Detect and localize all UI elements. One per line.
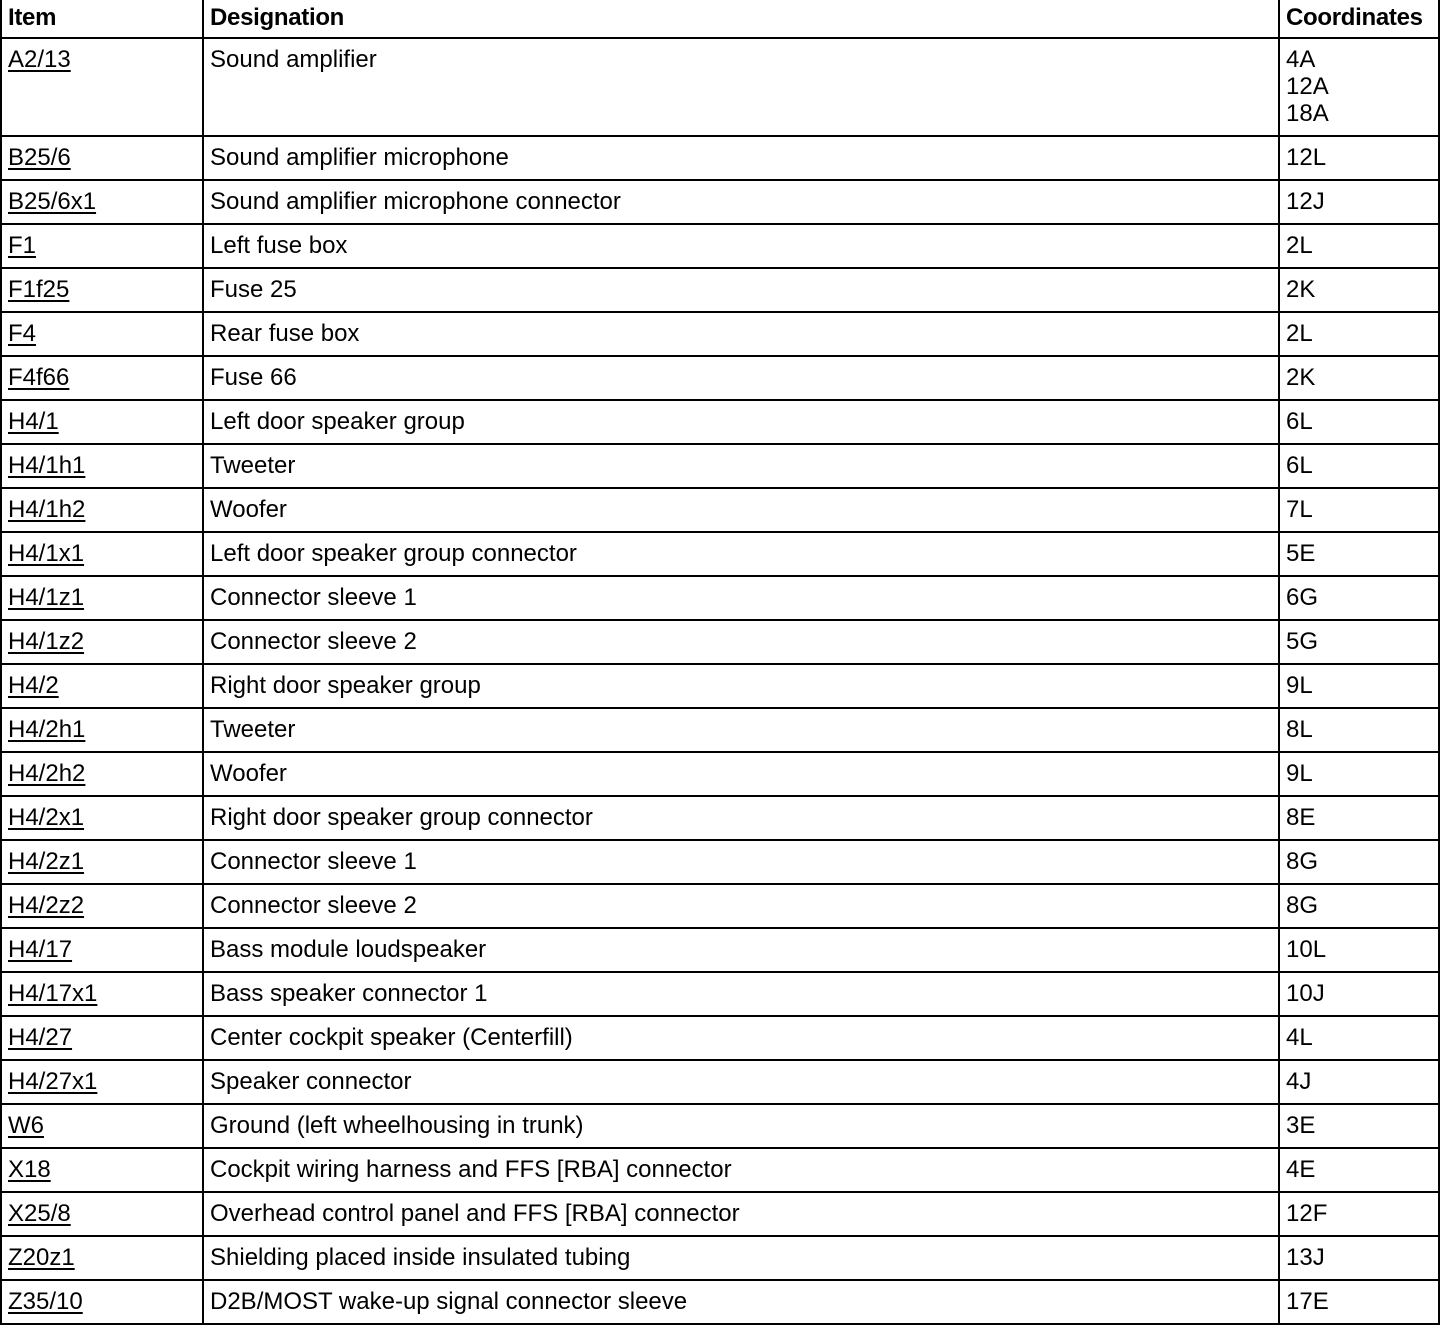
coordinate-value: 12J — [1286, 188, 1325, 215]
item-link[interactable]: F1f25 — [8, 276, 70, 303]
coordinates-cell — [1279, 180, 1439, 224]
item-cell — [1, 576, 203, 620]
item-link[interactable]: H4/1 — [8, 408, 59, 435]
coordinates-cell — [1279, 1016, 1439, 1060]
item-link[interactable]: A2/13 — [8, 46, 71, 73]
coordinate-value: 4J — [1286, 1068, 1312, 1095]
designation-cell: Bass speaker connector 1 — [203, 972, 1279, 1016]
item-cell — [1, 268, 203, 312]
coordinates-cell — [1279, 576, 1439, 620]
table-row — [1, 1060, 1439, 1104]
column-header-coordinates: Coordinates — [1279, 0, 1439, 38]
table-row — [1, 268, 1439, 312]
designation-cell: Sound amplifier microphone connector — [203, 180, 1279, 224]
coordinates-cell — [1279, 268, 1439, 312]
table-row — [1, 752, 1439, 796]
coordinate-value: 10J — [1286, 980, 1325, 1007]
item-link[interactable]: W6 — [8, 1112, 44, 1139]
item-cell — [1, 1148, 203, 1192]
item-link[interactable]: H4/1x1 — [8, 540, 85, 567]
coordinate-value: 8E — [1286, 804, 1316, 831]
coordinates-cell — [1279, 840, 1439, 884]
table-row — [1, 532, 1439, 576]
coordinate-value: 5G — [1286, 628, 1319, 655]
item-link[interactable]: Z20z1 — [8, 1244, 75, 1271]
designation-cell: Cockpit wiring harness and FFS [RBA] connector — [203, 1148, 1279, 1192]
item-cell — [1, 444, 203, 488]
item-link[interactable]: H4/2h1 — [8, 716, 86, 743]
coordinate-value: 4E — [1286, 1156, 1316, 1183]
coordinate-value: 6G — [1286, 584, 1319, 611]
item-cell — [1, 1104, 203, 1148]
designation-cell: Overhead control panel and FFS [RBA] connector — [203, 1192, 1279, 1236]
designation-cell: Center cockpit speaker (Centerfill) — [203, 1016, 1279, 1060]
column-header-designation: Designation — [203, 0, 1279, 38]
coordinate-value: 2L — [1286, 232, 1313, 259]
coordinates-cell — [1279, 1104, 1439, 1148]
designation-cell: Ground (left wheelhousing in trunk) — [203, 1104, 1279, 1148]
designation-cell: Left door speaker group connector — [203, 532, 1279, 576]
item-link[interactable]: H4/27 — [8, 1024, 73, 1051]
coordinate-value: 13J — [1286, 1244, 1325, 1271]
coordinates-cell — [1279, 532, 1439, 576]
column-header-item: Item — [1, 0, 203, 38]
table-row — [1, 224, 1439, 268]
item-link[interactable]: X18 — [8, 1156, 51, 1183]
item-cell — [1, 796, 203, 840]
coordinate-value: 2K — [1286, 364, 1316, 391]
table-row — [1, 840, 1439, 884]
item-link[interactable]: H4/1z2 — [8, 628, 85, 655]
table-row — [1, 664, 1439, 708]
coordinate-value: 12A — [1286, 73, 1329, 100]
coordinates-cell — [1279, 796, 1439, 840]
table-row — [1, 356, 1439, 400]
table-row — [1, 1192, 1439, 1236]
designation-cell: Connector sleeve 1 — [203, 840, 1279, 884]
designation-cell: Fuse 25 — [203, 268, 1279, 312]
designation-cell: Shielding placed inside insulated tubing — [203, 1236, 1279, 1280]
coordinate-value: 8G — [1286, 892, 1319, 919]
coordinate-value: 2L — [1286, 320, 1313, 347]
coordinate-value: 5E — [1286, 540, 1316, 567]
item-cell — [1, 1016, 203, 1060]
table-row — [1, 488, 1439, 532]
coordinates-cell — [1279, 620, 1439, 664]
coordinate-value: 9L — [1286, 672, 1313, 699]
designation-cell: Connector sleeve 2 — [203, 620, 1279, 664]
item-link[interactable]: H4/17x1 — [8, 980, 98, 1007]
table-row — [1, 1104, 1439, 1148]
item-link[interactable]: H4/2x1 — [8, 804, 85, 831]
item-cell — [1, 1192, 203, 1236]
table-row — [1, 972, 1439, 1016]
item-link[interactable]: F1 — [8, 232, 37, 259]
coordinate-value: 8L — [1286, 716, 1313, 743]
designation-cell: Woofer — [203, 488, 1279, 532]
item-cell — [1, 312, 203, 356]
item-link[interactable]: H4/1z1 — [8, 584, 85, 611]
item-link[interactable]: H4/27x1 — [8, 1068, 98, 1095]
item-cell — [1, 1280, 203, 1324]
designation-cell: Left fuse box — [203, 224, 1279, 268]
table-row — [1, 928, 1439, 972]
item-link[interactable]: B25/6x1 — [8, 188, 97, 215]
item-link[interactable]: H4/1h1 — [8, 452, 86, 479]
coordinate-value: 8G — [1286, 848, 1319, 875]
coordinate-value: 10L — [1286, 936, 1327, 963]
coordinate-value: 12L — [1286, 144, 1327, 171]
designation-cell: Right door speaker group connector — [203, 796, 1279, 840]
table-row — [1, 1016, 1439, 1060]
coordinates-cell — [1279, 708, 1439, 752]
coordinates-cell — [1279, 356, 1439, 400]
item-cell — [1, 928, 203, 972]
coordinate-value: 9L — [1286, 760, 1313, 787]
item-link[interactable]: Z35/10 — [8, 1288, 83, 1315]
designation-cell: Connector sleeve 1 — [203, 576, 1279, 620]
coordinates-cell — [1279, 972, 1439, 1016]
coordinate-value: 3E — [1286, 1112, 1316, 1139]
item-link[interactable]: H4/1h2 — [8, 496, 86, 523]
item-link[interactable]: H4/2z2 — [8, 892, 85, 919]
table-row — [1, 136, 1439, 180]
table-row — [1, 796, 1439, 840]
coordinates-cell — [1279, 1280, 1439, 1324]
item-cell — [1, 532, 203, 576]
item-cell — [1, 664, 203, 708]
designation-cell: Speaker connector — [203, 1060, 1279, 1104]
coordinate-value: 2K — [1286, 276, 1316, 303]
coordinates-cell — [1279, 224, 1439, 268]
table-row — [1, 38, 1439, 136]
coordinates-cell — [1279, 1192, 1439, 1236]
item-link[interactable]: H4/2h2 — [8, 760, 86, 787]
designation-cell: Fuse 66 — [203, 356, 1279, 400]
coordinates-cell — [1279, 38, 1439, 136]
designation-cell: Sound amplifier — [203, 38, 1279, 136]
item-cell — [1, 488, 203, 532]
designation-cell: Connector sleeve 2 — [203, 884, 1279, 928]
coordinates-cell — [1279, 312, 1439, 356]
coordinates-cell — [1279, 136, 1439, 180]
coordinate-value: 4L — [1286, 1024, 1313, 1051]
table-row — [1, 312, 1439, 356]
item-cell — [1, 400, 203, 444]
table-row — [1, 1148, 1439, 1192]
designation-cell: Left door speaker group — [203, 400, 1279, 444]
item-cell — [1, 356, 203, 400]
item-link[interactable]: H4/17 — [8, 936, 73, 963]
coordinate-value: 17E — [1286, 1288, 1329, 1315]
designation-cell: Woofer — [203, 752, 1279, 796]
item-cell — [1, 884, 203, 928]
item-cell — [1, 1060, 203, 1104]
coordinate-value: 6L — [1286, 408, 1313, 435]
coordinates-cell — [1279, 444, 1439, 488]
designation-cell: D2B/MOST wake-up signal connector sleeve — [203, 1280, 1279, 1324]
table-header — [1, 0, 1439, 38]
table-row — [1, 1236, 1439, 1280]
coordinates-cell — [1279, 1060, 1439, 1104]
designation-cell: Tweeter — [203, 444, 1279, 488]
table-row — [1, 884, 1439, 928]
designation-cell: Right door speaker group — [203, 664, 1279, 708]
table-body — [1, 38, 1439, 1324]
coordinates-cell — [1279, 400, 1439, 444]
item-link[interactable]: B25/6 — [8, 144, 71, 171]
designation-cell: Sound amplifier microphone — [203, 136, 1279, 180]
item-cell — [1, 38, 203, 136]
table-row — [1, 576, 1439, 620]
coordinate-value: 7L — [1286, 496, 1313, 523]
coordinate-value: 6L — [1286, 452, 1313, 479]
coordinates-cell — [1279, 488, 1439, 532]
item-cell — [1, 840, 203, 884]
designation-cell: Tweeter — [203, 708, 1279, 752]
designation-cell: Bass module loudspeaker — [203, 928, 1279, 972]
header-row — [1, 0, 1439, 38]
coordinate-value: 12F — [1286, 1200, 1328, 1227]
item-cell — [1, 224, 203, 268]
coordinates-cell — [1279, 664, 1439, 708]
coordinates-cell — [1279, 752, 1439, 796]
coordinates-cell — [1279, 1236, 1439, 1280]
item-cell — [1, 752, 203, 796]
item-link[interactable]: X25/8 — [8, 1200, 71, 1227]
item-cell — [1, 708, 203, 752]
coordinates-cell — [1279, 884, 1439, 928]
item-link[interactable]: H4/2z1 — [8, 848, 85, 875]
table-row — [1, 708, 1439, 752]
coordinate-value: 18A — [1286, 100, 1329, 127]
table-row — [1, 180, 1439, 224]
table-row — [1, 1280, 1439, 1324]
item-link[interactable]: F4 — [8, 320, 37, 347]
item-cell — [1, 620, 203, 664]
item-cell — [1, 972, 203, 1016]
item-cell — [1, 136, 203, 180]
item-link[interactable]: F4f66 — [8, 364, 70, 391]
table-row — [1, 620, 1439, 664]
item-link[interactable]: H4/2 — [8, 672, 59, 699]
item-cell — [1, 180, 203, 224]
coordinate-value: 4A — [1286, 46, 1316, 73]
table-row — [1, 400, 1439, 444]
item-cell — [1, 1236, 203, 1280]
coordinates-cell — [1279, 928, 1439, 972]
coordinates-cell — [1279, 1148, 1439, 1192]
table-row — [1, 444, 1439, 488]
designation-cell: Rear fuse box — [203, 312, 1279, 356]
